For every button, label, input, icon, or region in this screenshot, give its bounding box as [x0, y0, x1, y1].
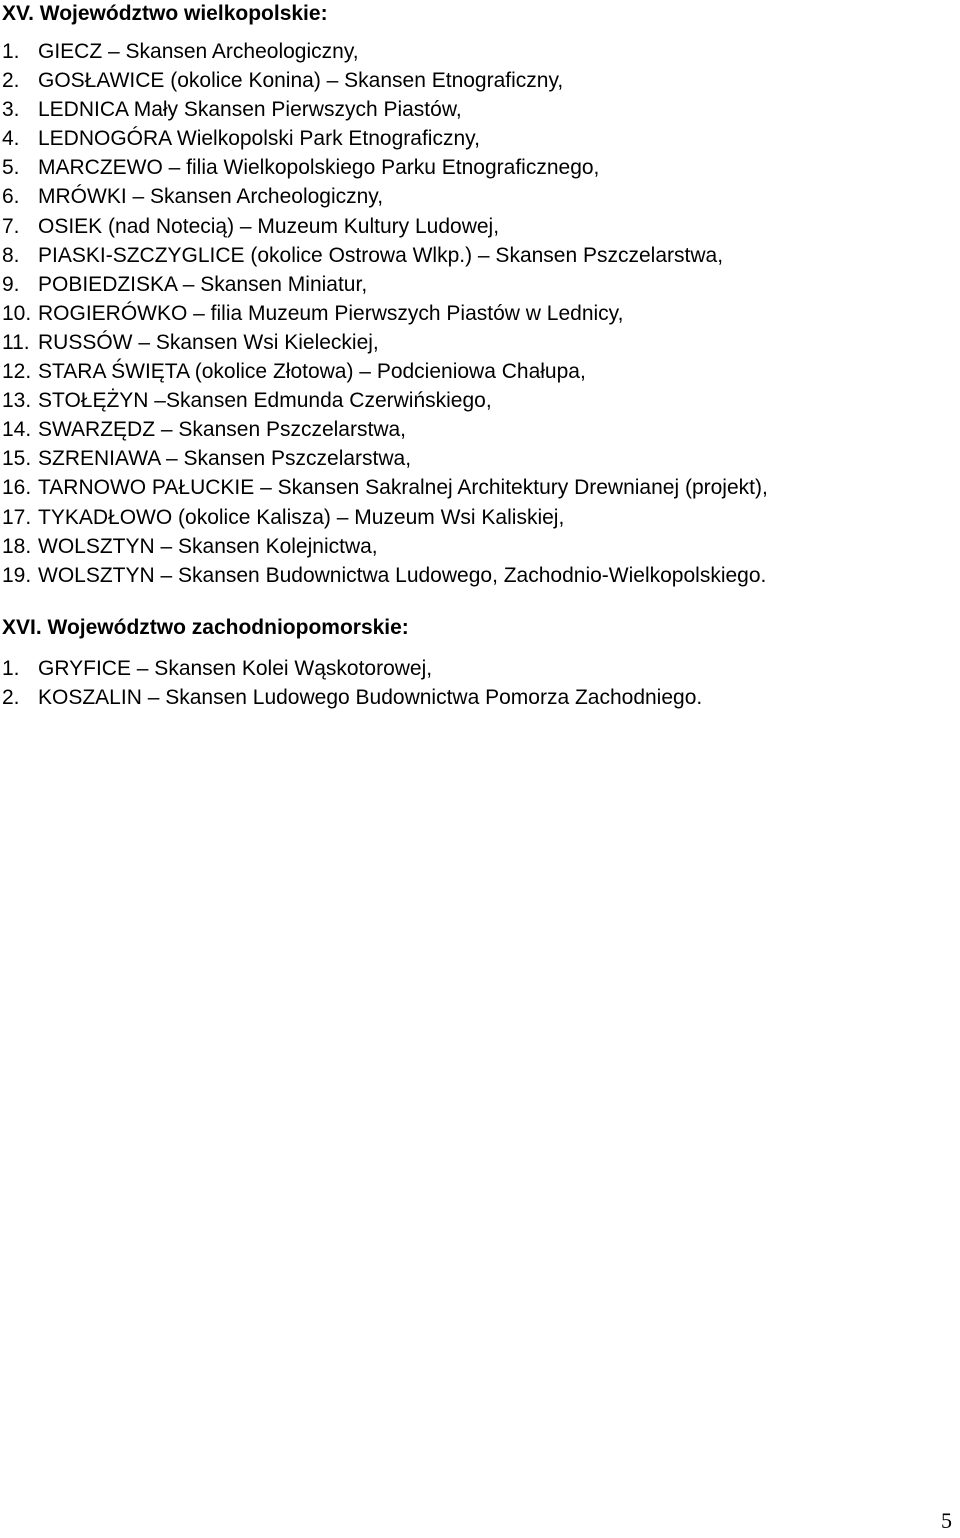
section-heading-wielkopolskie: XV. Województwo wielkopolskie:: [2, 2, 328, 25]
item-text: MARCZEWO – filia Wielkopolskiego Parku Etnograficznego,: [38, 156, 600, 180]
item-number: 14.: [2, 418, 32, 442]
item-number: 11.: [2, 330, 30, 354]
section-heading-zachodniopomorskie: XVI. Województwo zachodniopomorskie:: [2, 616, 409, 639]
item-number: 9.: [2, 272, 20, 296]
item-number: 17.: [2, 505, 32, 529]
item-number: 10.: [2, 301, 32, 325]
item-number: 2.: [2, 686, 20, 710]
item-text: TARNOWO PAŁUCKIE – Skansen Sakralnej Architektury Drewnianej (projekt),: [38, 476, 768, 500]
item-text: SZRENIAWA – Skansen Pszczelarstwa,: [38, 447, 412, 471]
item-text: KOSZALIN – Skansen Ludowego Budownictwa Pomorza Zachodniego.: [38, 686, 703, 710]
item-text: TYKADŁOWO (okolice Kalisza) – Muzeum Wsi Kaliskiej,: [38, 505, 565, 529]
item-text: GRYFICE – Skansen Kolei Wąskotorowej,: [38, 657, 433, 680]
item-text: LEDNOGÓRA Wielkopolski Park Etnograficzny,: [38, 127, 480, 151]
item-number: 7.: [2, 214, 20, 238]
item-number: 1.: [2, 657, 20, 680]
item-number: 3.: [2, 98, 20, 122]
item-text: GIECZ – Skansen Archeologiczny,: [38, 40, 359, 63]
item-number: 18.: [2, 534, 32, 558]
item-text: SWARZĘDZ – Skansen Pszczelarstwa,: [38, 418, 406, 442]
item-text: RUSSÓW – Skansen Wsi Kieleckiej,: [38, 330, 379, 354]
item-text: LEDNICA Mały Skansen Pierwszych Piastów,: [38, 98, 462, 122]
item-text: WOLSZTYN – Skansen Kolejnictwa,: [38, 534, 378, 558]
item-number: 15.: [2, 447, 32, 471]
item-text: PIASKI-SZCZYGLICE (okolice Ostrowa Wlkp.) – Skansen Pszczelarstwa,: [38, 243, 724, 267]
item-text: WOLSZTYN – Skansen Budownictwa Ludowego, Zachodnio-Wielkopolskiego.: [38, 563, 767, 587]
item-number: 12.: [2, 360, 32, 384]
item-number: 8.: [2, 243, 20, 267]
page-number: 5: [941, 1508, 952, 1533]
item-text: OSIEK (nad Notecią) – Muzeum Kultury Ludowej,: [38, 214, 500, 238]
item-number: 4.: [2, 127, 20, 151]
item-text: ROGIERÓWKO – filia Muzeum Pierwszych Piastów w Lednicy,: [38, 301, 624, 325]
item-text: GOSŁAWICE (okolice Konina) – Skansen Etnograficzny,: [38, 69, 564, 93]
item-text: STOŁĘŻYN –Skansen Edmunda Czerwińskiego,: [38, 389, 492, 413]
item-number: 2.: [2, 69, 20, 93]
item-text: STARA ŚWIĘTA (okolice Złotowa) – Podcieniowa Chałupa,: [38, 360, 586, 384]
item-number: 6.: [2, 185, 20, 209]
item-number: 16.: [2, 476, 32, 500]
item-number: 5.: [2, 156, 20, 180]
item-number: 1.: [2, 40, 20, 63]
item-number: 19.: [2, 563, 32, 587]
item-text: POBIEDZISKA – Skansen Miniatur,: [38, 272, 368, 296]
item-number: 13.: [2, 389, 32, 413]
item-text: MRÓWKI – Skansen Archeologiczny,: [38, 185, 384, 209]
